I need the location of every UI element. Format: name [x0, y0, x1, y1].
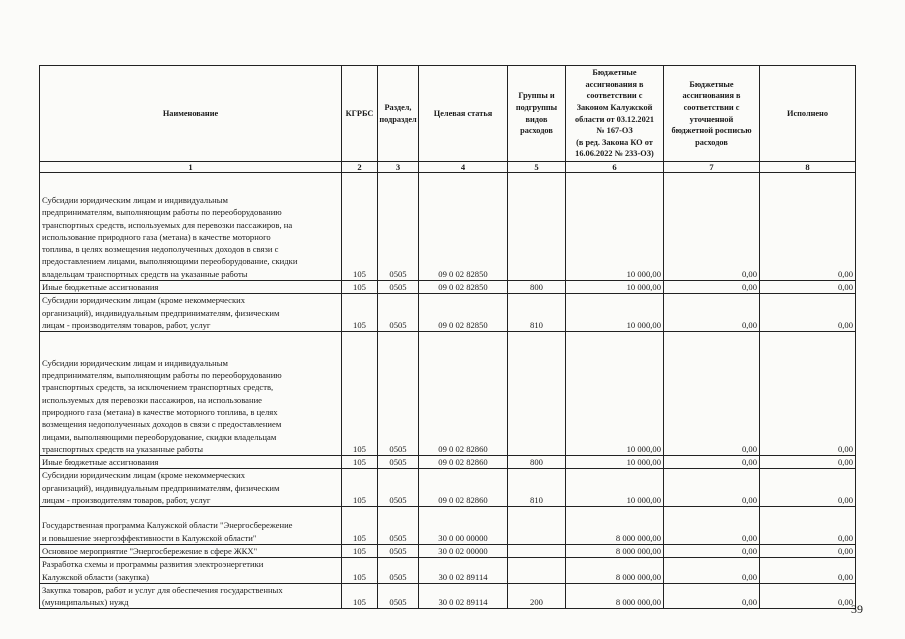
- row-budget-refined: 0,00: [664, 332, 760, 456]
- row-executed: 0,00: [760, 469, 856, 507]
- table-row: [40, 558, 856, 584]
- table-row: [40, 294, 856, 332]
- row-budget-refined: 0,00: [664, 583, 760, 609]
- row-kgrbs: 105: [342, 558, 378, 584]
- col-num: 1: [40, 162, 342, 173]
- table-row: [40, 173, 856, 281]
- row-executed: 0,00: [760, 294, 856, 332]
- col-num: 2: [342, 162, 378, 173]
- row-section: 0505: [378, 456, 419, 469]
- row-budget-refined: 0,00: [664, 558, 760, 584]
- row-target: 30 0 02 89114: [419, 583, 508, 609]
- row-target: 30 0 02 89114: [419, 558, 508, 584]
- row-group: 810: [508, 469, 566, 507]
- row-kgrbs: 105: [342, 583, 378, 609]
- row-budget-law: 10 000,00: [566, 332, 664, 456]
- col-num: 3: [378, 162, 419, 173]
- row-name: Субсидии юридическим лицам (кроме некоммерческих организаций), индивидуальным предпринимателям, физическим лицам - производителям товаров, работ, услуг: [40, 294, 342, 332]
- row-group: 800: [508, 456, 566, 469]
- column-number-row: [40, 162, 856, 173]
- row-kgrbs: 105: [342, 294, 378, 332]
- row-section: 0505: [378, 173, 419, 281]
- row-section: 0505: [378, 281, 419, 294]
- row-executed: 0,00: [760, 281, 856, 294]
- table-row: [40, 332, 856, 456]
- row-budget-law: 10 000,00: [566, 281, 664, 294]
- table-row: [40, 469, 856, 507]
- row-executed: 0,00: [760, 332, 856, 456]
- row-target: 09 0 02 82850: [419, 281, 508, 294]
- col-num: 8: [760, 162, 856, 173]
- row-budget-refined: 0,00: [664, 456, 760, 469]
- row-name: Разработка схемы и программы развития электроэнергетики Калужской области (закупка): [40, 558, 342, 584]
- row-kgrbs: 105: [342, 332, 378, 456]
- row-target: 09 0 02 82860: [419, 469, 508, 507]
- row-budget-law: 8 000 000,00: [566, 583, 664, 609]
- row-target: 09 0 02 82860: [419, 456, 508, 469]
- budget-table: [39, 65, 856, 609]
- row-group: [508, 173, 566, 281]
- col-num: 5: [508, 162, 566, 173]
- row-group: 810: [508, 294, 566, 332]
- row-budget-refined: 0,00: [664, 507, 760, 545]
- row-executed: 0,00: [760, 456, 856, 469]
- row-section: 0505: [378, 558, 419, 584]
- col-num: 4: [419, 162, 508, 173]
- header-budget-refined: Бюджетные ассигнования в соответствии с уточненной бюджетной росписью расходов: [664, 66, 760, 162]
- row-budget-refined: 0,00: [664, 294, 760, 332]
- row-section: 0505: [378, 544, 419, 557]
- row-budget-law: 10 000,00: [566, 294, 664, 332]
- header-groups: Группы и подгруппы видов расходов: [508, 66, 566, 162]
- row-section: 0505: [378, 332, 419, 456]
- row-name: Закупка товаров, работ и услуг для обеспечения государственных (муниципальных) нужд: [40, 583, 342, 609]
- row-budget-refined: 0,00: [664, 281, 760, 294]
- row-section: 0505: [378, 583, 419, 609]
- row-executed: 0,00: [760, 507, 856, 545]
- header-target: Целевая статья: [419, 66, 508, 162]
- row-executed: 0,00: [760, 558, 856, 584]
- row-budget-refined: 0,00: [664, 544, 760, 557]
- row-kgrbs: 105: [342, 281, 378, 294]
- row-kgrbs: 105: [342, 173, 378, 281]
- header-executed: Исполнено: [760, 66, 856, 162]
- table-row: [40, 583, 856, 609]
- row-section: 0505: [378, 469, 419, 507]
- row-executed: 0,00: [760, 544, 856, 557]
- row-kgrbs: 105: [342, 544, 378, 557]
- row-budget-law: 10 000,00: [566, 469, 664, 507]
- row-budget-refined: 0,00: [664, 173, 760, 281]
- row-name: Иные бюджетные ассигнования: [40, 456, 342, 469]
- row-name: Субсидии юридическим лицам и индивидуальным предпринимателям, выполняющим работы по переоборудованию транспортных средств, за исключением транспортных средств, используемых для перевозки пассажиров, на использование природного газа (метана) в качестве моторного топлива, в целях возмещения недополученных доходов в связи с предоставлением лицами, выполняющими переоборудование, скидки владельцам транспортных средств на указанные работы: [40, 332, 342, 456]
- row-name: Иные бюджетные ассигнования: [40, 281, 342, 294]
- row-executed: 0,00: [760, 173, 856, 281]
- row-group: [508, 332, 566, 456]
- row-target: 30 0 00 00000: [419, 507, 508, 545]
- row-kgrbs: 105: [342, 507, 378, 545]
- row-budget-law: 8 000 000,00: [566, 544, 664, 557]
- row-target: 09 0 02 82850: [419, 173, 508, 281]
- table-row: [40, 507, 856, 545]
- row-group: [508, 544, 566, 557]
- row-budget-law: 8 000 000,00: [566, 507, 664, 545]
- header-budget-law: Бюджетные ассигнования в соответствии с Законом Калужской области от 03.12.2021 № 167-ОЗ (в ред. Закона КО от 16.06.2022 № 233-ОЗ): [566, 66, 664, 162]
- row-kgrbs: 105: [342, 456, 378, 469]
- row-budget-law: 8 000 000,00: [566, 558, 664, 584]
- page-number: 39: [851, 602, 863, 616]
- col-num: 6: [566, 162, 664, 173]
- header-section: Раздел, подраздел: [378, 66, 419, 162]
- row-name: Субсидии юридическим лицам и индивидуальным предпринимателям, выполняющим работы по переоборудованию транспортных средств, используемых для перевозки пассажиров, на использование природного газа (метана) в качестве моторного топлива, в целях возмещения недополученных доходов в связи с предоставлением лицами, выполняющими переоборудование, скидки владельцам транспортных средств на указанные работы: [40, 173, 342, 281]
- row-kgrbs: 105: [342, 469, 378, 507]
- row-target: 09 0 02 82860: [419, 332, 508, 456]
- header-name: Наименование: [40, 66, 342, 162]
- header-kgrbs: КГРБС: [342, 66, 378, 162]
- table-row: [40, 281, 856, 294]
- row-group: 200: [508, 583, 566, 609]
- row-target: 30 0 02 00000: [419, 544, 508, 557]
- row-name: Субсидии юридическим лицам (кроме некоммерческих организаций), индивидуальным предпринимателям, физическим лицам - производителям товаров, работ, услуг: [40, 469, 342, 507]
- row-budget-law: 10 000,00: [566, 173, 664, 281]
- row-group: [508, 558, 566, 584]
- table-row: [40, 456, 856, 469]
- row-executed: 0,00: [760, 583, 856, 609]
- row-section: 0505: [378, 294, 419, 332]
- row-section: 0505: [378, 507, 419, 545]
- col-num: 7: [664, 162, 760, 173]
- row-name: Государственная программа Калужской области "Энергосбережение и повышение энергоэффективности в Калужской области": [40, 507, 342, 545]
- row-name: Основное мероприятие "Энергосбережение в сфере ЖКХ": [40, 544, 342, 557]
- row-budget-refined: 0,00: [664, 469, 760, 507]
- row-budget-law: 10 000,00: [566, 456, 664, 469]
- row-group: [508, 507, 566, 545]
- row-group: 800: [508, 281, 566, 294]
- row-target: 09 0 02 82850: [419, 294, 508, 332]
- table-row: [40, 544, 856, 557]
- table-body: [40, 173, 856, 609]
- header-row: [40, 66, 856, 162]
